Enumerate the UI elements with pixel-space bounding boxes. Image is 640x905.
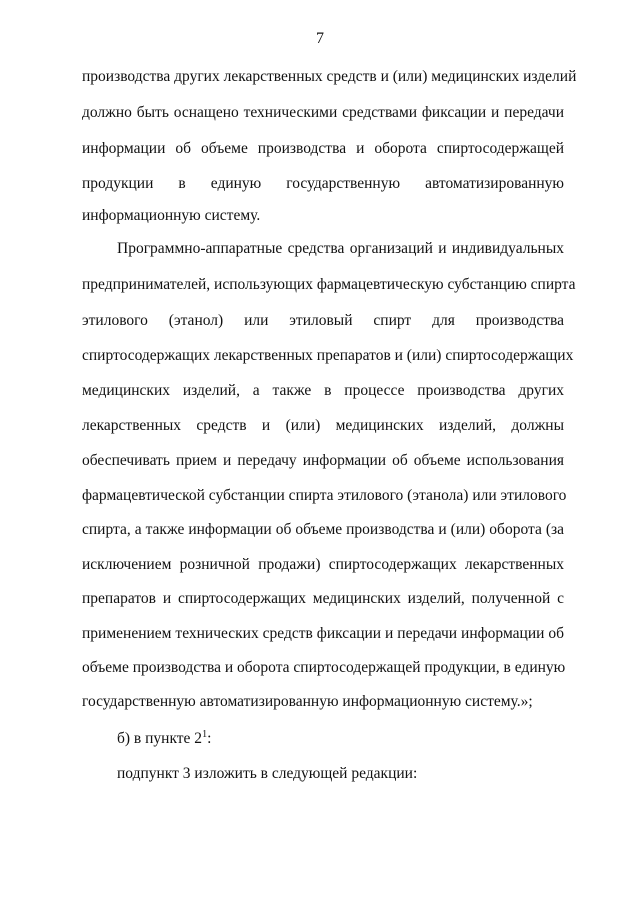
text-line: подпункт 3 изложить в следующей редакции: (117, 765, 418, 782)
text-line: информационную систему. (82, 207, 261, 224)
text-line: медицинских изделий, а также в процессе производства других (82, 382, 564, 399)
text-line: предпринимателей, использующих фармацевтическую субстанцию спирта (82, 276, 576, 293)
text-line: Программно-аппаратные средства организаций и индивидуальных (117, 240, 564, 257)
page-number: 7 (316, 30, 324, 47)
text-line: спиртосодержащих лекарственных препаратов и (или) спиртосодержащих (82, 347, 574, 364)
text-line: должно быть оснащено техническими средствами фиксации и передачи (82, 104, 564, 121)
subitem-b-superscript: 1 (202, 729, 208, 740)
text-line: исключением розничной продажи) спиртосодержащих лекарственных (82, 556, 564, 573)
text-line: применением технических средств фиксации и передачи информации об (82, 625, 564, 642)
subitem-b-line (117, 729, 564, 748)
text-line: государственную автоматизированную информационную систему.»; (82, 693, 533, 710)
text-line: спирта, а также информации об объеме производства и (или) оборота (за (82, 521, 564, 538)
text-line: препаратов и спиртосодержащих медицинских изделий, полученной с (82, 590, 564, 607)
text-line: производства других лекарственных средств и (или) медицинских изделий (82, 68, 577, 85)
subitem-b-text: б) в пункте 2 (117, 730, 203, 748)
text-line: лекарственных средств и (или) медицинских изделий, должны (82, 417, 564, 434)
text-line: объеме производства и оборота спиртосодержащей продукции, в единую (82, 659, 566, 676)
text-line: этилового (этанол) или этиловый спирт для производства (82, 312, 564, 329)
text-line: обеспечивать прием и передачу информации об объеме использования (82, 452, 564, 469)
text-line: фармацевтической субстанции спирта этилового (этанола) или этилового (82, 487, 567, 504)
subitem-b-suffix: : (207, 730, 212, 748)
text-line: информации об объеме производства и оборота спиртосодержащей (82, 140, 564, 157)
text-line: продукции в единую государственную автоматизированную (82, 175, 564, 192)
